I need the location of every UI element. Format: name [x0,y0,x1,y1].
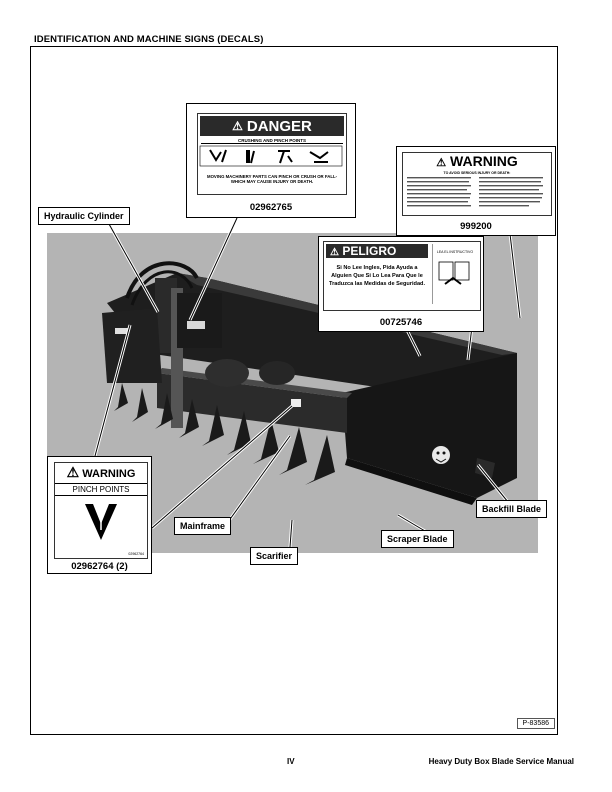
callout-mainframe: Mainframe [174,517,231,535]
pinch-decal [54,462,148,559]
peligro-manual-panel [432,244,477,304]
warning-decal [402,152,552,216]
danger-decal-callout [186,103,356,218]
callout-hydraulic-cylinder: Hydraulic Cylinder [38,207,130,225]
callout-backfill-blade: Backfill Blade [476,500,547,518]
warning-triangle-icon: ⚠ [66,464,80,480]
danger-message: MOVING MACHINERY PARTS CAN PINCH OR CRUSH OR FALL-WHICH MAY CAUSE INJURY OR DEATH. [206,174,338,184]
pinch-points-icons [198,144,344,168]
peligro-header: ⚠ PELIGRO [326,244,428,258]
pinch-subheader: PINCH POINTS [55,483,147,496]
warning-header: ⚠ WARNING [436,153,518,169]
pinch-part-number: 02962764 (2) [71,561,128,572]
pinch-hand-icon [55,496,147,548]
pinch-decal-callout [47,456,152,574]
peligro-manual-label: LEA EL INSTRUCTIVO [436,250,474,254]
photo-code: P-83586 [517,718,555,729]
warning-triangle-icon: ⚠ [436,157,447,169]
manual-title: Heavy Duty Box Blade Service Manual [428,757,574,766]
peligro-decal [323,241,481,311]
peligro-part-number: 00725746 [379,317,423,328]
peligro-decal-callout [318,236,484,332]
danger-header: ⚠ DANGER [200,116,344,136]
warning-triangle-icon: ⚠ [232,119,243,133]
warning-part-number: 999200 [460,221,492,232]
warning-decal-callout [396,146,556,236]
danger-decal [197,113,347,195]
danger-part-number: 02962765 [249,202,293,213]
pinch-small-number: 02962764 [128,552,144,556]
peligro-message: Si No Lee Ingles, Pida Ayuda a Alguien Que Si Lo Lea Para Que le Traduzca las Medidas de Seguridad. [328,265,426,287]
callout-scarifier: Scarifier [250,547,298,565]
callout-scraper-blade: Scraper Blade [381,530,454,548]
warning-fine-print [403,175,549,213]
page-number: IV [287,757,295,766]
warning-subheader: TO AVOID SERIOUS INJURY OR DEATH: [443,171,511,175]
manual-book-icon [433,254,477,294]
warning-triangle-icon: ⚠ [330,247,339,258]
pinch-header: ⚠ WARNING [66,464,136,480]
page-heading: IDENTIFICATION AND MACHINE SIGNS (DECALS) [34,34,264,45]
danger-subheader: CRUSHING AND PINCH POINTS [201,138,343,144]
